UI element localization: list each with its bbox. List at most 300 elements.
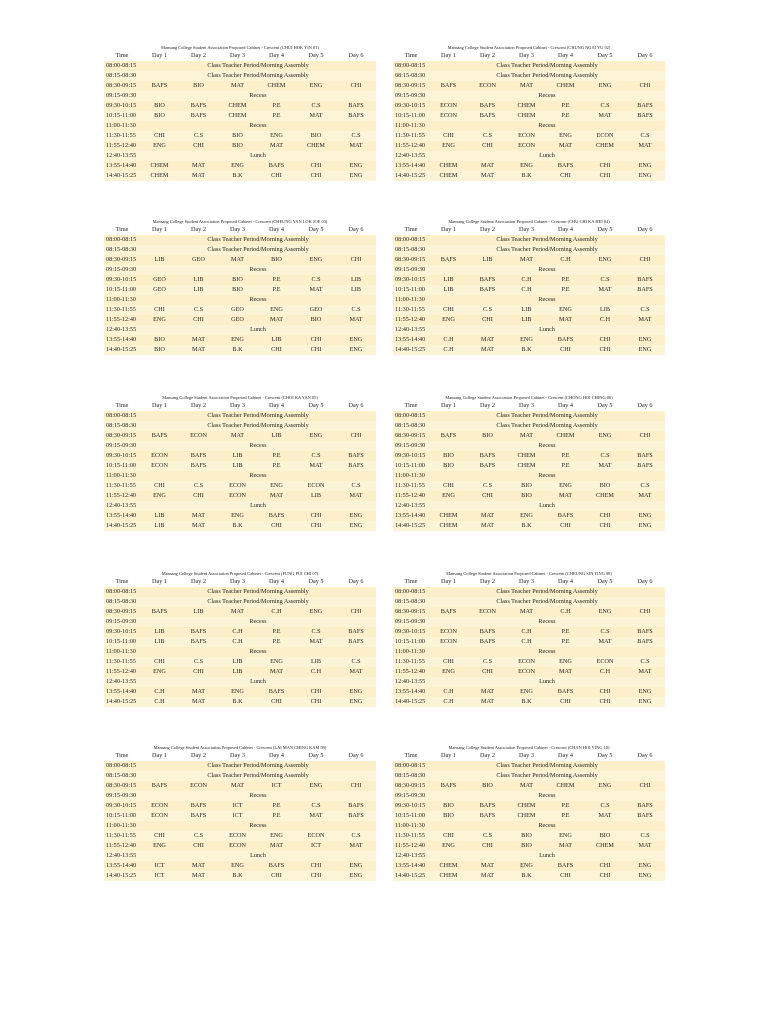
merged-period-label: Class Teacher Period/Morning Assembly [140, 587, 376, 597]
column-header: Day 6 [625, 51, 665, 61]
subject-cell: ECON [140, 461, 179, 471]
subject-cell: BAFS [625, 637, 665, 647]
time-slot: 11:55-12:40 [104, 315, 140, 325]
subject-cell: BAFS [625, 101, 665, 111]
merged-period-label: Class Teacher Period/Morning Assembly [140, 771, 376, 781]
column-header: Time [393, 577, 429, 587]
subject-cell: BAFS [179, 451, 218, 461]
time-slot: 14:40-15:25 [393, 697, 429, 707]
time-slot: 14:40-15:25 [393, 171, 429, 181]
subject-cell: P.E [257, 111, 296, 121]
subject-cell: ENG [296, 607, 336, 617]
merged-period-label: Recess [140, 121, 376, 131]
column-header: Day 6 [625, 225, 665, 235]
column-header: Day 3 [507, 751, 546, 761]
time-slot: 13:55-14:40 [393, 335, 429, 345]
table-row [104, 121, 376, 131]
subject-cell: BAFS [625, 801, 665, 811]
column-header: Day 2 [468, 751, 507, 761]
time-slot: 08:15-08:30 [104, 245, 140, 255]
merged-period-label: Recess [429, 441, 665, 451]
subject-cell: CHI [468, 491, 507, 501]
time-slot: 11:55-12:40 [393, 315, 429, 325]
subject-cell: LIB [140, 521, 179, 531]
column-header: Day 1 [429, 51, 468, 61]
timetable-card [104, 744, 376, 881]
column-header: Day 5 [585, 401, 625, 411]
merged-period-label: Recess [140, 791, 376, 801]
time-slot: 11:55-12:40 [104, 667, 140, 677]
subject-cell: ENG [257, 305, 296, 315]
time-slot: 11:30-11:55 [104, 131, 140, 141]
time-slot: 12:40-13:55 [393, 501, 429, 511]
timetable-card [104, 44, 376, 181]
time-slot: 08:15-08:30 [104, 597, 140, 607]
subject-cell: BIO [585, 481, 625, 491]
time-slot: 11:55-12:40 [393, 841, 429, 851]
subject-cell: CHI [585, 161, 625, 171]
table-row [393, 781, 665, 791]
table-row [104, 171, 376, 181]
subject-cell: B.K [218, 171, 257, 181]
subject-cell: ECON [296, 481, 336, 491]
subject-cell: MAT [179, 511, 218, 521]
subject-cell: ENG [429, 491, 468, 501]
time-slot: 10:15-11:00 [104, 811, 140, 821]
subject-cell: LIB [218, 657, 257, 667]
subject-cell: CHI [296, 161, 336, 171]
subject-cell: ECON [218, 841, 257, 851]
merged-period-label: Recess [140, 265, 376, 275]
subject-cell: ENG [218, 335, 257, 345]
time-slot: 08:15-08:30 [393, 597, 429, 607]
subject-cell: ENG [140, 315, 179, 325]
subject-cell: MAT [296, 461, 336, 471]
subject-cell: CHEM [140, 161, 179, 171]
subject-cell: MAT [296, 111, 336, 121]
subject-cell: CHI [546, 697, 585, 707]
subject-cell: CHI [179, 491, 218, 501]
time-slot: 11:00-11:30 [104, 121, 140, 131]
time-slot: 08:30-09:15 [393, 255, 429, 265]
subject-cell: LIB [429, 285, 468, 295]
subject-cell: MAT [336, 491, 376, 501]
subject-cell: ENG [140, 491, 179, 501]
column-header: Day 5 [585, 51, 625, 61]
table-row [104, 441, 376, 451]
timetable-card [393, 218, 665, 355]
subject-cell: MAT [468, 521, 507, 531]
subject-cell: BAFS [468, 451, 507, 461]
subject-cell: CHEM [429, 511, 468, 521]
subject-cell: CHI [179, 667, 218, 677]
subject-cell: C.S [625, 481, 665, 491]
column-header: Day 1 [429, 577, 468, 587]
table-row [104, 501, 376, 511]
subject-cell: CHEM [429, 861, 468, 871]
subject-cell: C.S [468, 657, 507, 667]
subject-cell: CHEM [585, 841, 625, 851]
timetable-card [393, 744, 665, 881]
subject-cell: CHEM [140, 171, 179, 181]
time-slot: 11:00-11:30 [393, 295, 429, 305]
table-row [393, 871, 665, 881]
subject-cell: ENG [336, 871, 376, 881]
subject-cell: ENG [296, 81, 336, 91]
subject-cell: ECON [468, 81, 507, 91]
table-row [393, 511, 665, 521]
subject-cell: CHEM [507, 811, 546, 821]
table-row [393, 121, 665, 131]
column-header: Day 4 [257, 225, 296, 235]
subject-cell: C.S [296, 101, 336, 111]
subject-cell: ENG [625, 861, 665, 871]
table-row [393, 325, 665, 335]
merged-period-label: Lunch [140, 501, 376, 511]
time-slot: 09:15-09:30 [393, 441, 429, 451]
column-header: Day 2 [179, 51, 218, 61]
subject-cell: CHEM [429, 521, 468, 531]
column-header: Day 3 [218, 751, 257, 761]
subject-cell: ENG [585, 431, 625, 441]
subject-cell: LIB [257, 335, 296, 345]
subject-cell: MAT [468, 871, 507, 881]
subject-cell: MAT [179, 171, 218, 181]
subject-cell: ENG [625, 687, 665, 697]
subject-cell: MAT [179, 161, 218, 171]
table-row [393, 451, 665, 461]
subject-cell: C.H [507, 275, 546, 285]
subject-cell: B.K [507, 345, 546, 355]
table-row [393, 811, 665, 821]
column-header: Time [104, 51, 140, 61]
column-header: Day 4 [546, 751, 585, 761]
timetable-grid [393, 751, 665, 881]
timetable-title: Mansang College Student Association Proposed Cabinet - Crescent (CHU CHI KA HEI 04) [448, 219, 610, 224]
subject-cell: C.S [468, 305, 507, 315]
subject-cell: ENG [429, 667, 468, 677]
subject-cell: CHEM [507, 801, 546, 811]
subject-cell: CHI [625, 607, 665, 617]
table-row [393, 627, 665, 637]
subject-cell: MAT [507, 781, 546, 791]
table-row [104, 697, 376, 707]
time-slot: 14:40-15:25 [104, 697, 140, 707]
column-header: Day 4 [546, 225, 585, 235]
table-row [104, 335, 376, 345]
subject-cell: GEO [296, 305, 336, 315]
subject-cell: CHEM [507, 461, 546, 471]
time-slot: 08:00-08:15 [104, 761, 140, 771]
subject-cell: LIB [507, 315, 546, 325]
subject-cell: BAFS [336, 111, 376, 121]
table-row [104, 345, 376, 355]
subject-cell: BAFS [179, 637, 218, 647]
time-slot: 09:30-10:15 [104, 801, 140, 811]
column-header: Day 3 [218, 51, 257, 61]
subject-cell: MAT [625, 841, 665, 851]
time-slot: 08:00-08:15 [104, 235, 140, 245]
subject-cell: BAFS [140, 431, 179, 441]
table-row [393, 151, 665, 161]
subject-cell: C.S [296, 801, 336, 811]
header-row [393, 751, 665, 761]
subject-cell: C.S [625, 131, 665, 141]
time-slot: 09:30-10:15 [104, 101, 140, 111]
merged-period-label: Class Teacher Period/Morning Assembly [140, 245, 376, 255]
subject-cell: B.K [218, 521, 257, 531]
column-header: Day 4 [257, 401, 296, 411]
time-slot: 13:55-14:40 [104, 161, 140, 171]
subject-cell: BIO [507, 491, 546, 501]
table-row [104, 801, 376, 811]
subject-cell: BAFS [546, 161, 585, 171]
merged-period-label: Recess [429, 617, 665, 627]
subject-cell: LIB [336, 285, 376, 295]
table-row [393, 761, 665, 771]
table-row [104, 841, 376, 851]
subject-cell: BAFS [468, 637, 507, 647]
subject-cell: ICT [218, 801, 257, 811]
table-row [104, 91, 376, 101]
time-slot: 08:30-09:15 [104, 607, 140, 617]
time-slot: 10:15-11:00 [393, 637, 429, 647]
subject-cell: CHEM [257, 81, 296, 91]
subject-cell: CHI [296, 861, 336, 871]
time-slot: 08:30-09:15 [393, 781, 429, 791]
table-row [393, 315, 665, 325]
column-header: Day 5 [296, 577, 336, 587]
table-row [104, 771, 376, 781]
subject-cell: MAT [507, 81, 546, 91]
time-slot: 08:00-08:15 [393, 61, 429, 71]
column-header: Day 5 [296, 225, 336, 235]
table-row [104, 471, 376, 481]
time-slot: 14:40-15:25 [393, 345, 429, 355]
table-row [393, 141, 665, 151]
time-slot: 09:15-09:30 [393, 265, 429, 275]
subject-cell: P.E [546, 637, 585, 647]
table-row [104, 811, 376, 821]
subject-cell: BIO [585, 831, 625, 841]
subject-cell: CHI [336, 607, 376, 617]
subject-cell: MAT [468, 335, 507, 345]
time-slot: 10:15-11:00 [104, 111, 140, 121]
table-row [104, 451, 376, 461]
table-row [104, 151, 376, 161]
time-slot: 11:30-11:55 [104, 305, 140, 315]
table-row [393, 345, 665, 355]
header-row [393, 51, 665, 61]
subject-cell: CHI [546, 521, 585, 531]
subject-cell: C.H [140, 687, 179, 697]
subject-cell: ECON [218, 831, 257, 841]
subject-cell: CHI [296, 171, 336, 181]
table-row [393, 667, 665, 677]
time-slot: 14:40-15:25 [104, 521, 140, 531]
subject-cell: B.K [218, 345, 257, 355]
column-header: Day 3 [507, 225, 546, 235]
subject-cell: CHI [257, 871, 296, 881]
time-slot: 08:30-09:15 [104, 255, 140, 265]
subject-cell: MAT [546, 841, 585, 851]
table-row [104, 511, 376, 521]
subject-cell: MAT [507, 431, 546, 441]
time-slot: 11:00-11:30 [104, 647, 140, 657]
time-slot: 11:30-11:55 [393, 305, 429, 315]
time-slot: 09:30-10:15 [393, 801, 429, 811]
merged-period-label: Recess [429, 647, 665, 657]
subject-cell: LIB [179, 285, 218, 295]
subject-cell: C.H [429, 335, 468, 345]
subject-cell: ENG [336, 171, 376, 181]
merged-period-label: Class Teacher Period/Morning Assembly [429, 421, 665, 431]
timetable-grid [104, 225, 376, 355]
subject-cell: C.S [468, 481, 507, 491]
subject-cell: CHI [429, 131, 468, 141]
table-row [104, 81, 376, 91]
subject-cell: MAT [218, 607, 257, 617]
time-slot: 13:55-14:40 [104, 335, 140, 345]
subject-cell: ECON [429, 111, 468, 121]
merged-period-label: Class Teacher Period/Morning Assembly [429, 61, 665, 71]
table-row [393, 697, 665, 707]
table-row [393, 481, 665, 491]
merged-period-label: Recess [429, 91, 665, 101]
subject-cell: CHI [336, 255, 376, 265]
subject-cell: B.K [218, 871, 257, 881]
merged-period-label: Lunch [140, 851, 376, 861]
subject-cell: ENG [585, 607, 625, 617]
merged-period-label: Lunch [429, 851, 665, 861]
table-row [104, 315, 376, 325]
subject-cell: P.E [546, 451, 585, 461]
column-header: Day 2 [179, 751, 218, 761]
subject-cell: MAT [179, 335, 218, 345]
merged-period-label: Class Teacher Period/Morning Assembly [429, 245, 665, 255]
subject-cell: MAT [546, 315, 585, 325]
subject-cell: C.S [179, 481, 218, 491]
table-row [393, 647, 665, 657]
subject-cell: C.S [179, 831, 218, 841]
subject-cell: B.K [218, 697, 257, 707]
merged-period-label: Recess [140, 617, 376, 627]
time-slot: 09:30-10:15 [104, 451, 140, 461]
table-row [104, 481, 376, 491]
time-slot: 13:55-14:40 [393, 161, 429, 171]
time-slot: 10:15-11:00 [104, 285, 140, 295]
subject-cell: BAFS [468, 101, 507, 111]
subject-cell: MAT [336, 141, 376, 151]
time-slot: 13:55-14:40 [393, 861, 429, 871]
timetable-title: Mansang College Student Association Proposed Cabinet - Crescent (CHOI KA YAN 05) [162, 395, 318, 400]
subject-cell: ENG [546, 305, 585, 315]
subject-cell: CHEM [507, 111, 546, 121]
table-row [104, 667, 376, 677]
header-row [104, 401, 376, 411]
subject-cell: BAFS [625, 461, 665, 471]
subject-cell: BAFS [546, 687, 585, 697]
time-slot: 09:15-09:30 [104, 441, 140, 451]
subject-cell: MAT [546, 491, 585, 501]
table-row [393, 841, 665, 851]
time-slot: 09:30-10:15 [393, 451, 429, 461]
table-row [104, 111, 376, 121]
subject-cell: CHI [429, 305, 468, 315]
subject-cell: ENG [507, 861, 546, 871]
table-row [104, 61, 376, 71]
subject-cell: MAT [585, 285, 625, 295]
subject-cell: ICT [218, 811, 257, 821]
merged-period-label: Lunch [140, 151, 376, 161]
column-header: Day 3 [218, 401, 257, 411]
subject-cell: C.S [468, 131, 507, 141]
subject-cell: C.S [179, 305, 218, 315]
subject-cell: BIO [468, 781, 507, 791]
column-header: Time [393, 225, 429, 235]
timetable-title: Mansang College Student Association Proposed Cabinet - Crescent (CHAN HOI YING 10) [448, 745, 610, 750]
subject-cell: ENG [218, 511, 257, 521]
subject-cell: CHI [336, 431, 376, 441]
table-row [393, 265, 665, 275]
time-slot: 09:30-10:15 [393, 275, 429, 285]
subject-cell: MAT [218, 255, 257, 265]
timetable-title: Mansang College Student Association Proposed Cabinet - Crescent (FUNG PUI CHI 07) [161, 571, 319, 576]
subject-cell: ECON [585, 131, 625, 141]
table-row [393, 285, 665, 295]
header-row [393, 225, 665, 235]
timetable-card [393, 394, 665, 531]
subject-cell: GEO [218, 315, 257, 325]
subject-cell: ENG [336, 861, 376, 871]
subject-cell: LIB [468, 255, 507, 265]
time-slot: 12:40-13:55 [104, 851, 140, 861]
time-slot: 13:55-14:40 [393, 511, 429, 521]
subject-cell: CHI [179, 315, 218, 325]
subject-cell: ICT [140, 871, 179, 881]
timetable-grid [393, 577, 665, 707]
column-header: Day 1 [140, 51, 179, 61]
subject-cell: CHI [585, 687, 625, 697]
time-slot: 12:40-13:55 [393, 325, 429, 335]
subject-cell: CHI [336, 81, 376, 91]
subject-cell: MAT [468, 511, 507, 521]
timetable-card [104, 218, 376, 355]
subject-cell: ENG [507, 161, 546, 171]
subject-cell: CHEM [218, 111, 257, 121]
merged-period-label: Lunch [429, 325, 665, 335]
subject-cell: CHI [585, 861, 625, 871]
subject-cell: GEO [179, 255, 218, 265]
subject-cell: BAFS [179, 101, 218, 111]
subject-cell: CHEM [429, 871, 468, 881]
subject-cell: CHI [179, 841, 218, 851]
time-slot: 10:15-11:00 [393, 461, 429, 471]
time-slot: 09:15-09:30 [393, 91, 429, 101]
subject-cell: MAT [625, 141, 665, 151]
subject-cell: BAFS [257, 161, 296, 171]
subject-cell: CHI [625, 431, 665, 441]
time-slot: 11:55-12:40 [393, 667, 429, 677]
subject-cell: BIO [507, 831, 546, 841]
subject-cell: LIB [218, 461, 257, 471]
subject-cell: C.S [296, 627, 336, 637]
subject-cell: C.H [507, 627, 546, 637]
subject-cell: ENG [296, 431, 336, 441]
subject-cell: P.E [257, 627, 296, 637]
column-header: Day 3 [507, 577, 546, 587]
subject-cell: BAFS [336, 637, 376, 647]
